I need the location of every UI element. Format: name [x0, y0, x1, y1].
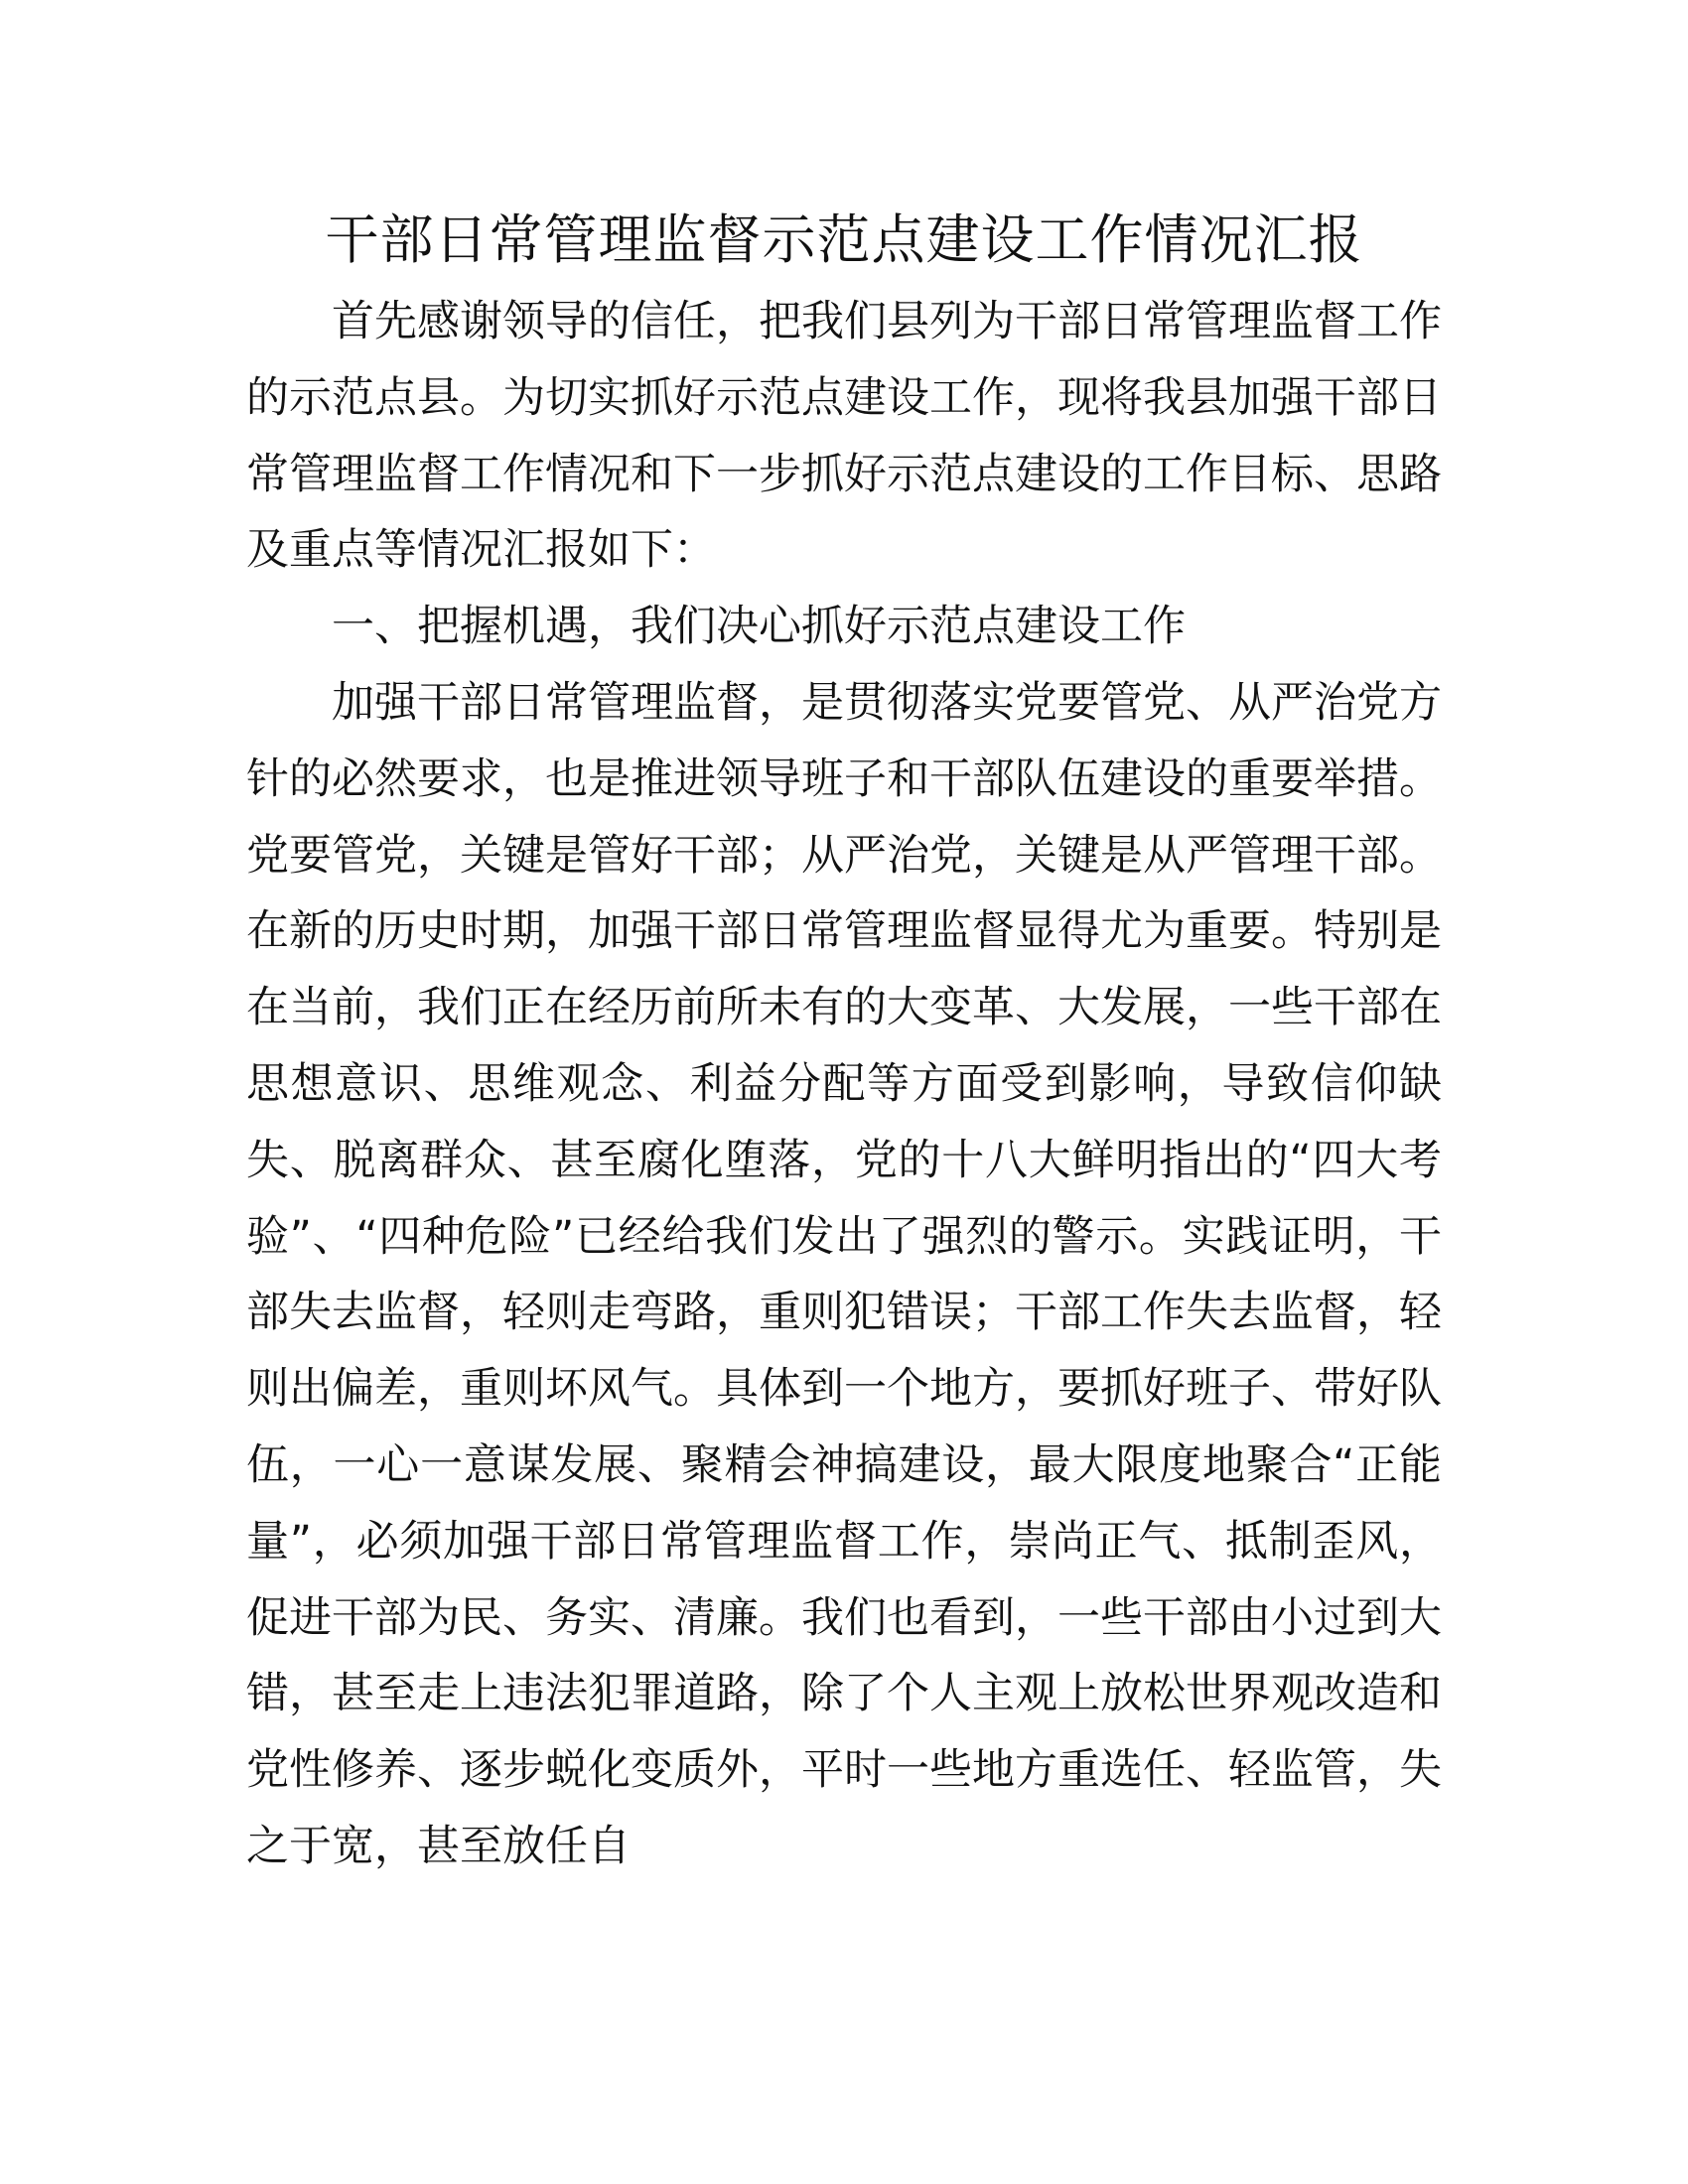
intro-paragraph: 首先感谢领导的信任，把我们县列为干部日常管理监督工作的示范点县。为切实抓好示范点建设工作，现将我县加强干部日常管理监督工作情况和下一步抓好示范点建设的工作目标、思路及重点等情况汇报如下： — [246, 297, 1442, 576]
document-body — [246, 199, 1442, 1885]
section-1-heading: 一、把握机遇，我们决心抓好示范点建设工作 — [332, 602, 1186, 652]
document-title: 干部日常管理监督示范点建设工作情况汇报 — [325, 208, 1363, 271]
section-1-paragraph: 加强干部日常管理监督，是贯彻落实党要管党、从严治党方针的必然要求，也是推进领导班子和干部队伍建设的重要举措。党要管党，关键是管好干部；从严治党，关键是从严管理干部。在新的历史时期，加强干部日常管理监督显得尤为重要。特别是在当前，我们正在经历前所未有的大变革、大发展，一些干部在思想意识、思维观念、利益分配等方面受到影响，导致信仰缺失、脱离群众、甚至腐化堕落，党的十八大鲜明指出的“四大考验”、“四种危险”已经给我们发出了强烈的警示。实践证明，干部失去监督，轻则走弯路，重则犯错误；干部工作失去监督，轻则出偏差，重则坏风气。具体到一个地方，要抓好班子、带好队伍，一心一意谋发展、聚精会神搞建设，最大限度地聚合“正能量”，必须加强干部日常管理监督工作，崇尚正气、抵制歪风，促进干部为民、务实、清廉。我们也看到，一些干部由小过到大错，甚至走上违法犯罪道路，除了个人主观上放松世界观改造和党性修养、逐步蜕化变质外，平时一些地方重选任、轻监管，失之于宽，甚至放任自 — [246, 677, 1442, 1871]
